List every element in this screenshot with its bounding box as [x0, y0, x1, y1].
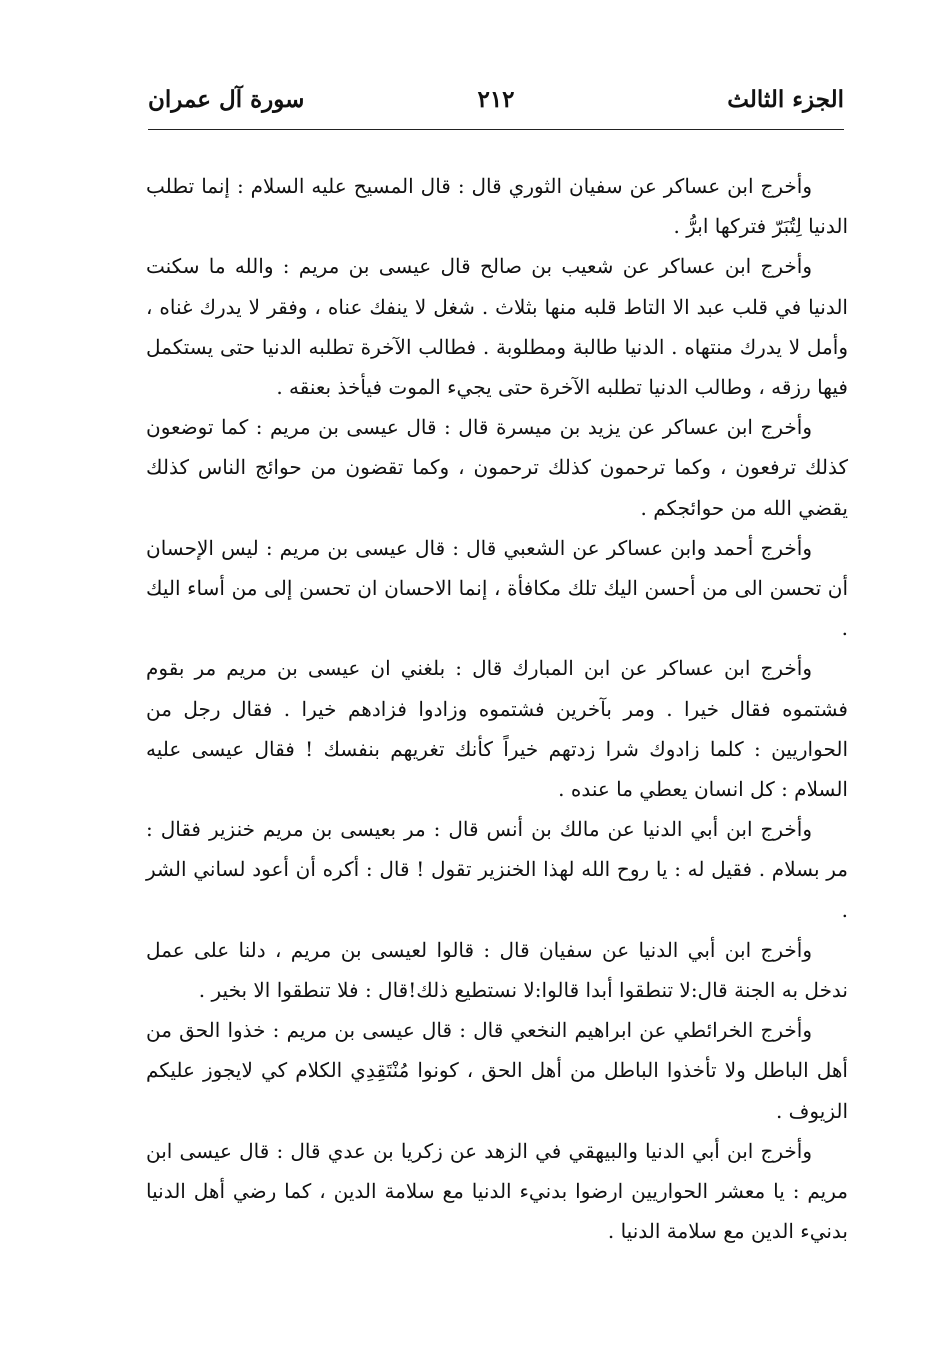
page-number: ٢١٢	[477, 86, 515, 113]
paragraph: وأخرج ابن عساكر عن ابن المبارك قال : بلغني ان عيسى بن مريم مر بقوم فشتموه فقال خيرا . ومر بآخرين فشتموه وزادوا فزادهم خيرا . فقال رجل من الحواريين : كلما زادوك شرا زدتهم خيراً كأنك تغريهم بنفسك ! فقال عيسى عليه السلام : كل انسان يعطي ما عنده .	[146, 656, 848, 802]
part-title: الجزء الثالث	[727, 86, 844, 113]
paragraph: وأخرج الخرائطي عن ابراهيم النخعي قال : قال عيسى بن مريم : خذوا الحق من أهل الباطل ولا تأخذوا الباطل من أهل الحق ، كونوا مُنْتَقِدِي الكلام كي لايجوز عليكم الزيوف .	[146, 1018, 848, 1123]
paragraph: وأخرج ابن عساكر عن سفيان الثوري قال : قال المسيح عليه السلام : إنما تطلب الدنيا لِتُبَرّ فتركها ابرُّ .	[146, 174, 848, 239]
paragraph: وأخرج أحمد وابن عساكر عن الشعبي قال : قال عيسى بن مريم : ليس الإحسان أن تحسن الى من أحسن اليك تلك مكافأة ، إنما الاحسان ان تحسن إلى من أساء اليك .	[146, 535, 848, 641]
paragraph: وأخرج ابن أبي الدنيا عن مالك بن أنس قال : مر بعيسى بن مريم خنزير فقال : مر بسلام . فقيل له : يا روح الله لهذا الخنزير تقول ! قال : أكره أن أعود لساني الشر .	[146, 817, 848, 922]
surah-title: سورة آل عمران	[148, 86, 305, 113]
header-rule	[148, 129, 844, 130]
running-head	[148, 82, 844, 122]
paragraph: وأخرج ابن أبي الدنيا والبيهقي في الزهد عن زكريا بن عدي قال : قال عيسى ابن مريم : يا معشر الحواريين ارضوا بدنيء الدنيا مع سلامة الدين ، كما رضي أهل الدنيا بدنيء الدين مع سلامة الدنيا .	[146, 1138, 848, 1244]
paragraph: وأخرج ابن أبي الدنيا عن سفيان قال : قالوا لعيسى بن مريم ، دلنا على عمل ندخل به الجنة قال:لا تنطقوا أبدا قالوا:لا نستطيع ذلك!قال : فلا تنطقوا الا بخير .	[146, 937, 848, 1003]
paragraph: وأخرج ابن عساكر عن شعيب بن صالح قال عيسى بن مريم : والله ما سكنت الدنيا في قلب عبد الا التاط قلبه منها بثلاث . شغل لا ينفك عناه ، وفقر لا يدرك غناه ، وأمل لا يدرك منتهاه . الدنيا طالبة ومطلوبة . فطالب الآخرة تطلبه الدنيا حتى يستكمل فيها رزقه ، وطالب الدنيا تطلبه الآخرة حتى يجيء الموت فيأخذ بعنقه .	[146, 254, 848, 400]
body-text	[146, 166, 848, 1251]
paragraph: وأخرج ابن عساكر عن يزيد بن ميسرة قال : قال عيسى بن مريم : كما توضعون كذلك ترفعون ، وكما ترحمون كذلك ترحمون ، وكما تقضون من حوائج الناس كذلك يقضي الله من حوائجكم .	[146, 415, 848, 520]
